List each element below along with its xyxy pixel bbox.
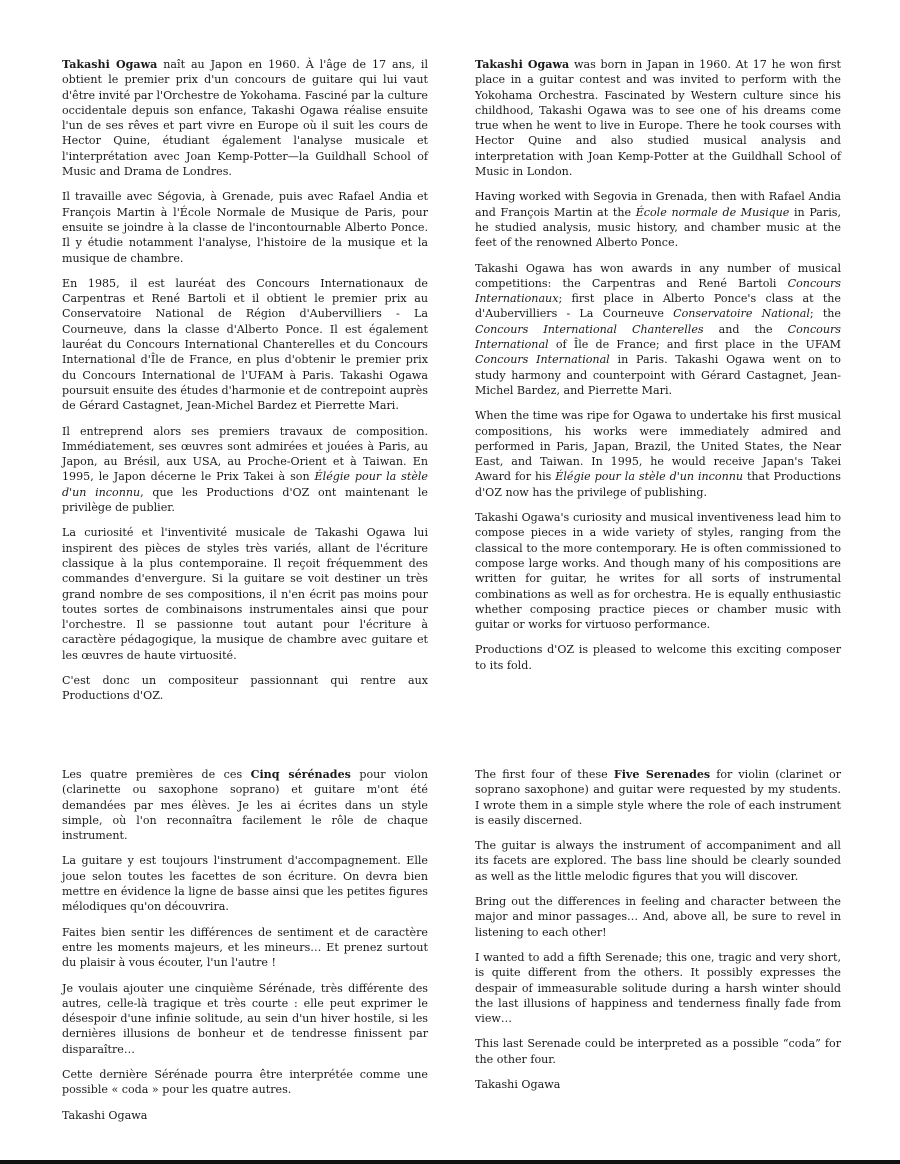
competition-name: Concours International Chanterelles	[475, 322, 704, 336]
paragraph	[475, 57, 841, 179]
paragraph: La curiosité et l'inventivité musicale de Takashi Ogawa lui inspirent des pièces de styles très variés, allant de l'écriture classique à la plus contemporaine. Il reçoit fréquemment des commandes d'envergure. Si la guitare se voit destiner un très grand nombre de ses compositions, il n'en écrit pas moins pour toutes sortes de combinaisons instrumentales ainsi que pour l'orchestre. Il se passionne tout autant pour l'écriture à caractère pédagogique, la musique de chambre avec guitare et les œuvres de haute virtuosité.	[62, 526, 428, 662]
work-title: Élégie pour la stèle d'un inconnu	[555, 470, 744, 484]
paragraph-text: The first four of these	[475, 768, 614, 781]
paragraph-text: for violin (clarinet or soprano saxophone) and guitar were requested by my students. I wrote them in a simple style where the role of each instrument is easily discerned.	[475, 768, 841, 827]
composer-name: Takashi Ogawa	[475, 58, 570, 71]
paragraph	[62, 767, 428, 843]
paragraph-text: Having worked with Segovia in Grenada, then with Rafael Andia and François Martin at the	[475, 190, 841, 219]
paragraph: Cette dernière Sérénade pourra être interprétée comme une possible « coda » pour les quatre autres.	[62, 1068, 428, 1097]
paragraph-text: of Île de France; and first place in the UFAM	[548, 338, 841, 352]
paragraph-text: pour violon (clarinette ou saxophone soprano) et guitare m'ont été demandées par mes élèves. Je les ai écrites dans un style simple, où l'on reconnaîtra facilement le rôle de chaque instrument.	[62, 768, 428, 843]
paragraph-text: When the time was ripe for Ogawa to undertake his first musical compositions, his works were immediately admired and performed in Paris, Japan, Brazil, the United States, the Near East, and Taiwan. In 1995, he would receive Japan's Takei Award for his	[475, 409, 841, 484]
paragraph	[62, 424, 428, 516]
english-performance-notes	[475, 767, 841, 1102]
competition-name: Concours Internationaux	[475, 276, 841, 306]
paragraph: Il travaille avec Ségovia, à Grenade, puis avec Rafael Andia et François Martin à l'École Normale de Musique de Paris, pour ensuite se joindre à la classe de l'incontournable Alberto Ponce. Il y étudie notamment l'analyse, l'histoire de la musique et la musique de chambre.	[62, 190, 428, 265]
paragraph: This last Serenade could be interpreted as a possible “coda” for the other four.	[475, 1037, 841, 1066]
institution-name: École normale de Musique	[635, 205, 790, 219]
paragraph	[475, 261, 841, 399]
work-title: Élégie pour la stèle d'un inconnu	[62, 470, 428, 499]
paragraph-text: ; the	[809, 307, 841, 321]
paragraph	[475, 767, 841, 828]
paragraph: The guitar is always the instrument of accompaniment and all its facets are explored. The bass line should be clearly sounded as well as the little melodic figures that you will discover.	[475, 839, 841, 883]
english-biography	[475, 57, 841, 683]
paragraph-text: Takashi Ogawa has won awards in any number of musical competitions: the Carpentras and René Bartoli	[475, 261, 841, 290]
paragraph-text: and the	[703, 322, 788, 336]
paragraph: Takashi Ogawa's curiosity and musical inventiveness lead him to compose pieces in a wide variety of styles, ranging from the classical to the more contemporary. He is often commissioned to compose large works. And though many of his compositions are written for guitar, he writes for all sorts of instrumental combinations as well as for orchestra. He is equally enthusiastic whether composing practice pieces or chamber music with guitar or works for virtuoso performance.	[475, 511, 841, 632]
paragraph: Productions d'OZ is pleased to welcome this exciting composer to its fold.	[475, 643, 841, 672]
work-title: Five Serenades	[613, 768, 711, 781]
bottom-border	[0, 1160, 900, 1164]
paragraph-text: in Paris. Takashi Ogawa went on to study harmony and counterpoint with Gérard Castagnet, Jean-Michel Bardez, and Pierrette Mari.	[475, 353, 841, 397]
paragraph	[62, 57, 428, 179]
signature: Takashi Ogawa	[475, 1078, 561, 1092]
french-performance-notes	[62, 767, 428, 1133]
paragraph	[475, 189, 841, 250]
paragraph: Faites bien sentir les différences de sentiment et de caractère entre les moments majeurs, et les mineurs… Et prenez surtout du plaisir à vous écouter, l'un l'autre !	[62, 925, 428, 970]
paragraph	[475, 408, 841, 500]
paragraph-text: that Productions d'OZ now has the privilege of publishing.	[475, 470, 841, 499]
paragraph-text: , que les Productions d'OZ ont maintenant le privilège de publier.	[62, 485, 428, 515]
paragraph-text: Il entreprend alors ses premiers travaux de composition. Immédiatement, ses œuvres sont admirées et jouées à Paris, au Japon, au Brésil, aux USA, au Proche-Orient et à Taiwan. En 1995, le Japon décerne le Prix Takei à son	[62, 424, 428, 484]
paragraph-text: naît au Japon en 1960. À l'âge de 17 ans, il obtient le premier prix d'un concours de guitare qui lui vaut d'être invité par l'Orchestre de Yokohama. Fasciné par la culture occidentale depuis son enfance, Takashi Ogawa réalise ensuite l'un de ses rêves et part vivre en Europe où il suit les cours de Hector Quine, étudiant également l'analyse musicale et l'interprétation avec Joan Kemp-Potter—la Guildhall School of Music and Drama de Londres.	[62, 58, 428, 179]
paragraph-text: in Paris, he studied analysis, music history, and chamber music at the feet of the renowned Alberto Ponce.	[475, 205, 841, 250]
signature: Takashi Ogawa	[62, 1108, 148, 1122]
paragraph: Je voulais ajouter une cinquième Sérénade, très différente des autres, celle-là tragique et très courte : elle peut exprimer le désespoir d'une infinie solitude, au sein d'un hiver hostile, si les dernières illusions de bonheur et de tendresse finissent par disparaître…	[62, 981, 428, 1056]
paragraph-text: was born in Japan in 1960. At 17 he won first place in a guitar contest and was invited to perform with the Yokohama Orchestra. Fascinated by Western culture since his childhood, Takashi Ogawa was to see one of his dreams come true when he went to live in Europe. There he took courses with Hector Quine and also studied musical analysis and interpretation with Joan Kemp-Potter at the Guildhall School of Music in London.	[475, 58, 841, 179]
paragraph: C'est donc un compositeur passionnant qui rentre aux Productions d'OZ.	[62, 673, 428, 703]
paragraph: I wanted to add a fifth Serenade; this one, tragic and very short, is quite different from the others. It possibly expresses the despair of immeasurable solitude during a harsh winter should the last illusions of happiness and tenderness finally fade from view…	[475, 950, 841, 1026]
paragraph: La guitare y est toujours l'instrument d'accompagnement. Elle joue selon toutes les facettes de son écriture. On devra bien mettre en évidence la ligne de basse ainsi que les petites figures mélodiques qu'on découvrira.	[62, 854, 428, 914]
paragraph-text: Les quatre premières de ces	[62, 768, 251, 781]
composer-name: Takashi Ogawa	[62, 58, 158, 71]
paragraph-text: ; first place in Alberto Ponce's class at the d'Aubervilliers - La Courneuve	[475, 292, 841, 321]
institution-name: Conservatoire National	[673, 307, 810, 321]
paragraph: En 1985, il est lauréat des Concours Internationaux de Carpentras et René Bartoli et il obtient le premier prix au Conservatoire National de Région d'Aubervilliers - La Courneuve, dans la classe d'Alberto Ponce. Il est également lauréat du Concours International Chanterelles et du Concours International d'Île de France, en plus d'obtenir le premier prix du Concours International de l'UFAM à Paris. Takashi Ogawa poursuit ensuite des études d'harmonie et de contrepoint auprès de Gérard Castagnet, Jean-Michel Bardez et Pierrette Mari.	[62, 276, 428, 413]
competition-name: Concours International	[475, 353, 610, 367]
french-biography	[62, 57, 428, 714]
competition-name: Concours International	[475, 322, 841, 352]
work-title: Cinq sérénades	[250, 768, 351, 781]
paragraph: Bring out the differences in feeling and character between the major and minor passages… And, above all, be sure to revel in listening to each other!	[475, 895, 841, 939]
